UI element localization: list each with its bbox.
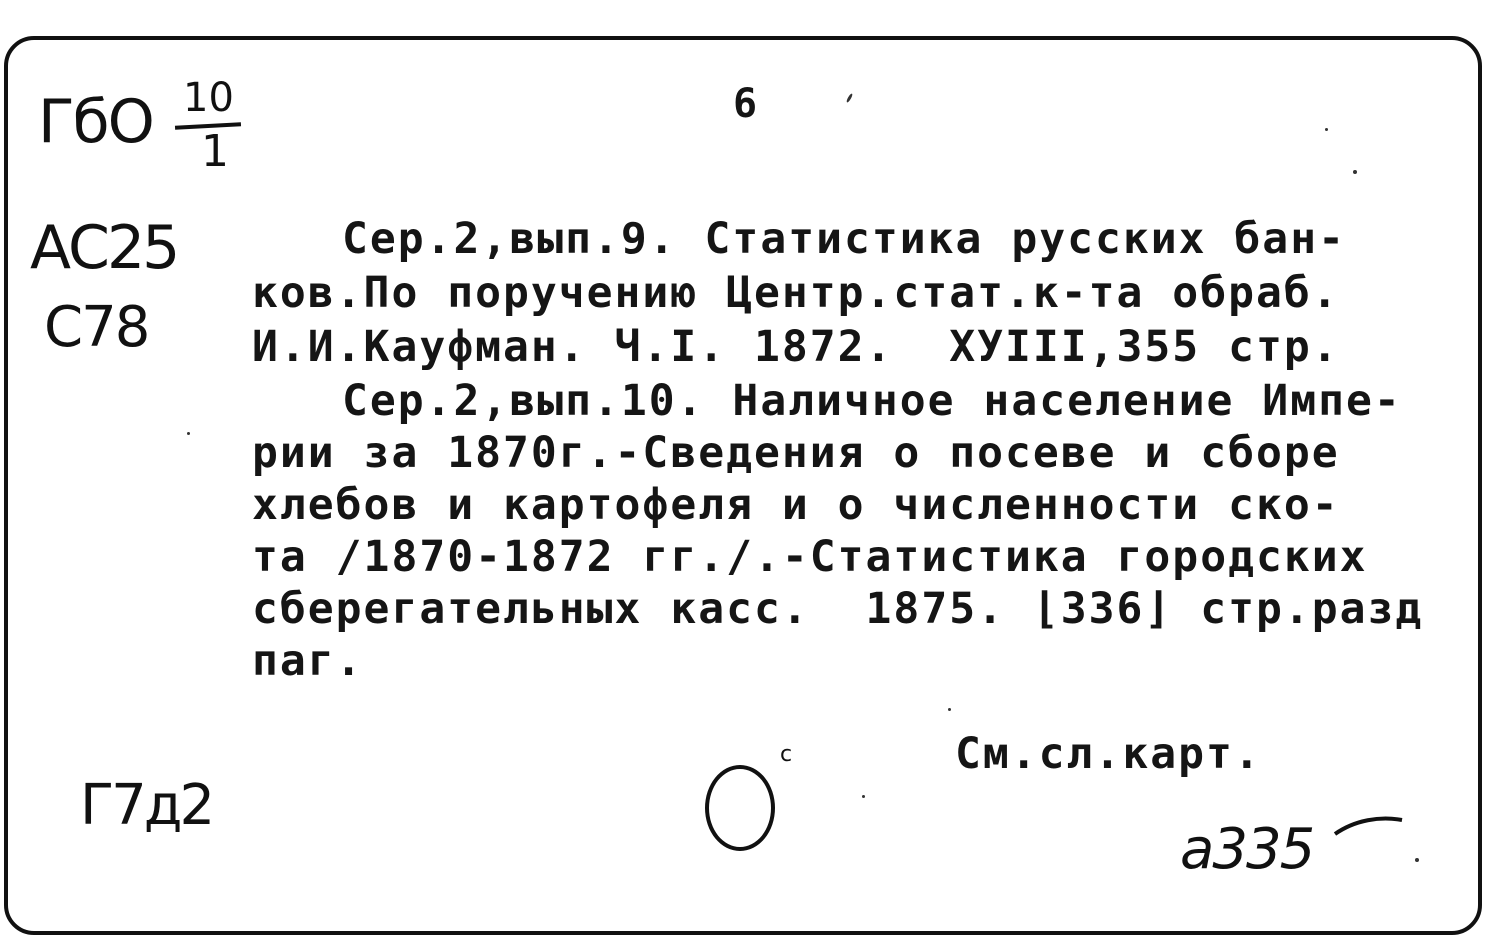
text-line-5: рии за 1870г.-Сведения о посеве и сборе [252, 428, 1340, 478]
text-line-2: ков.По поручению Центр.стат.к-та обраб. [252, 268, 1340, 318]
speck [862, 795, 865, 798]
code-ac25: АС25 [30, 213, 178, 283]
text-line-1: Сер.2,вып.9. Статистика русских бан- [342, 214, 1346, 264]
speck [948, 708, 951, 711]
text-line-6: хлебов и картофеля и о численности ско- [252, 480, 1340, 530]
speck [1353, 170, 1357, 174]
text-line-8: сберегательных касс. 1875. ⌊336⌋ стр.разд [252, 584, 1424, 634]
handwritten-a335: а335 [1180, 817, 1314, 882]
text-line-7: та /1870-1872 гг./.-Статистика городских [252, 532, 1368, 582]
small-c-mark: с [780, 742, 793, 767]
handwritten-g7d2: Г7д2 [80, 773, 213, 838]
text-line-9: паг. [252, 636, 364, 686]
a335-flourish [1330, 812, 1410, 852]
page-number: 6 [733, 81, 760, 127]
speck [187, 432, 190, 435]
speck [1325, 128, 1328, 131]
shelf-fraction-numerator: 10 [183, 75, 234, 121]
text-line-4: Сер.2,вып.10. Наличное население Импе- [342, 376, 1402, 426]
shelf-mark: ГбО [38, 87, 153, 157]
see-next-card: См.сл.карт. [955, 729, 1262, 779]
speck [1415, 858, 1419, 862]
text-line-3: И.И.Кауфман. Ч.I. 1872. ХУIII,355 стр. [252, 322, 1340, 372]
circle-mark [705, 765, 775, 851]
code-c78: С78 [44, 295, 149, 360]
shelf-fraction-denominator: 1 [201, 126, 229, 177]
